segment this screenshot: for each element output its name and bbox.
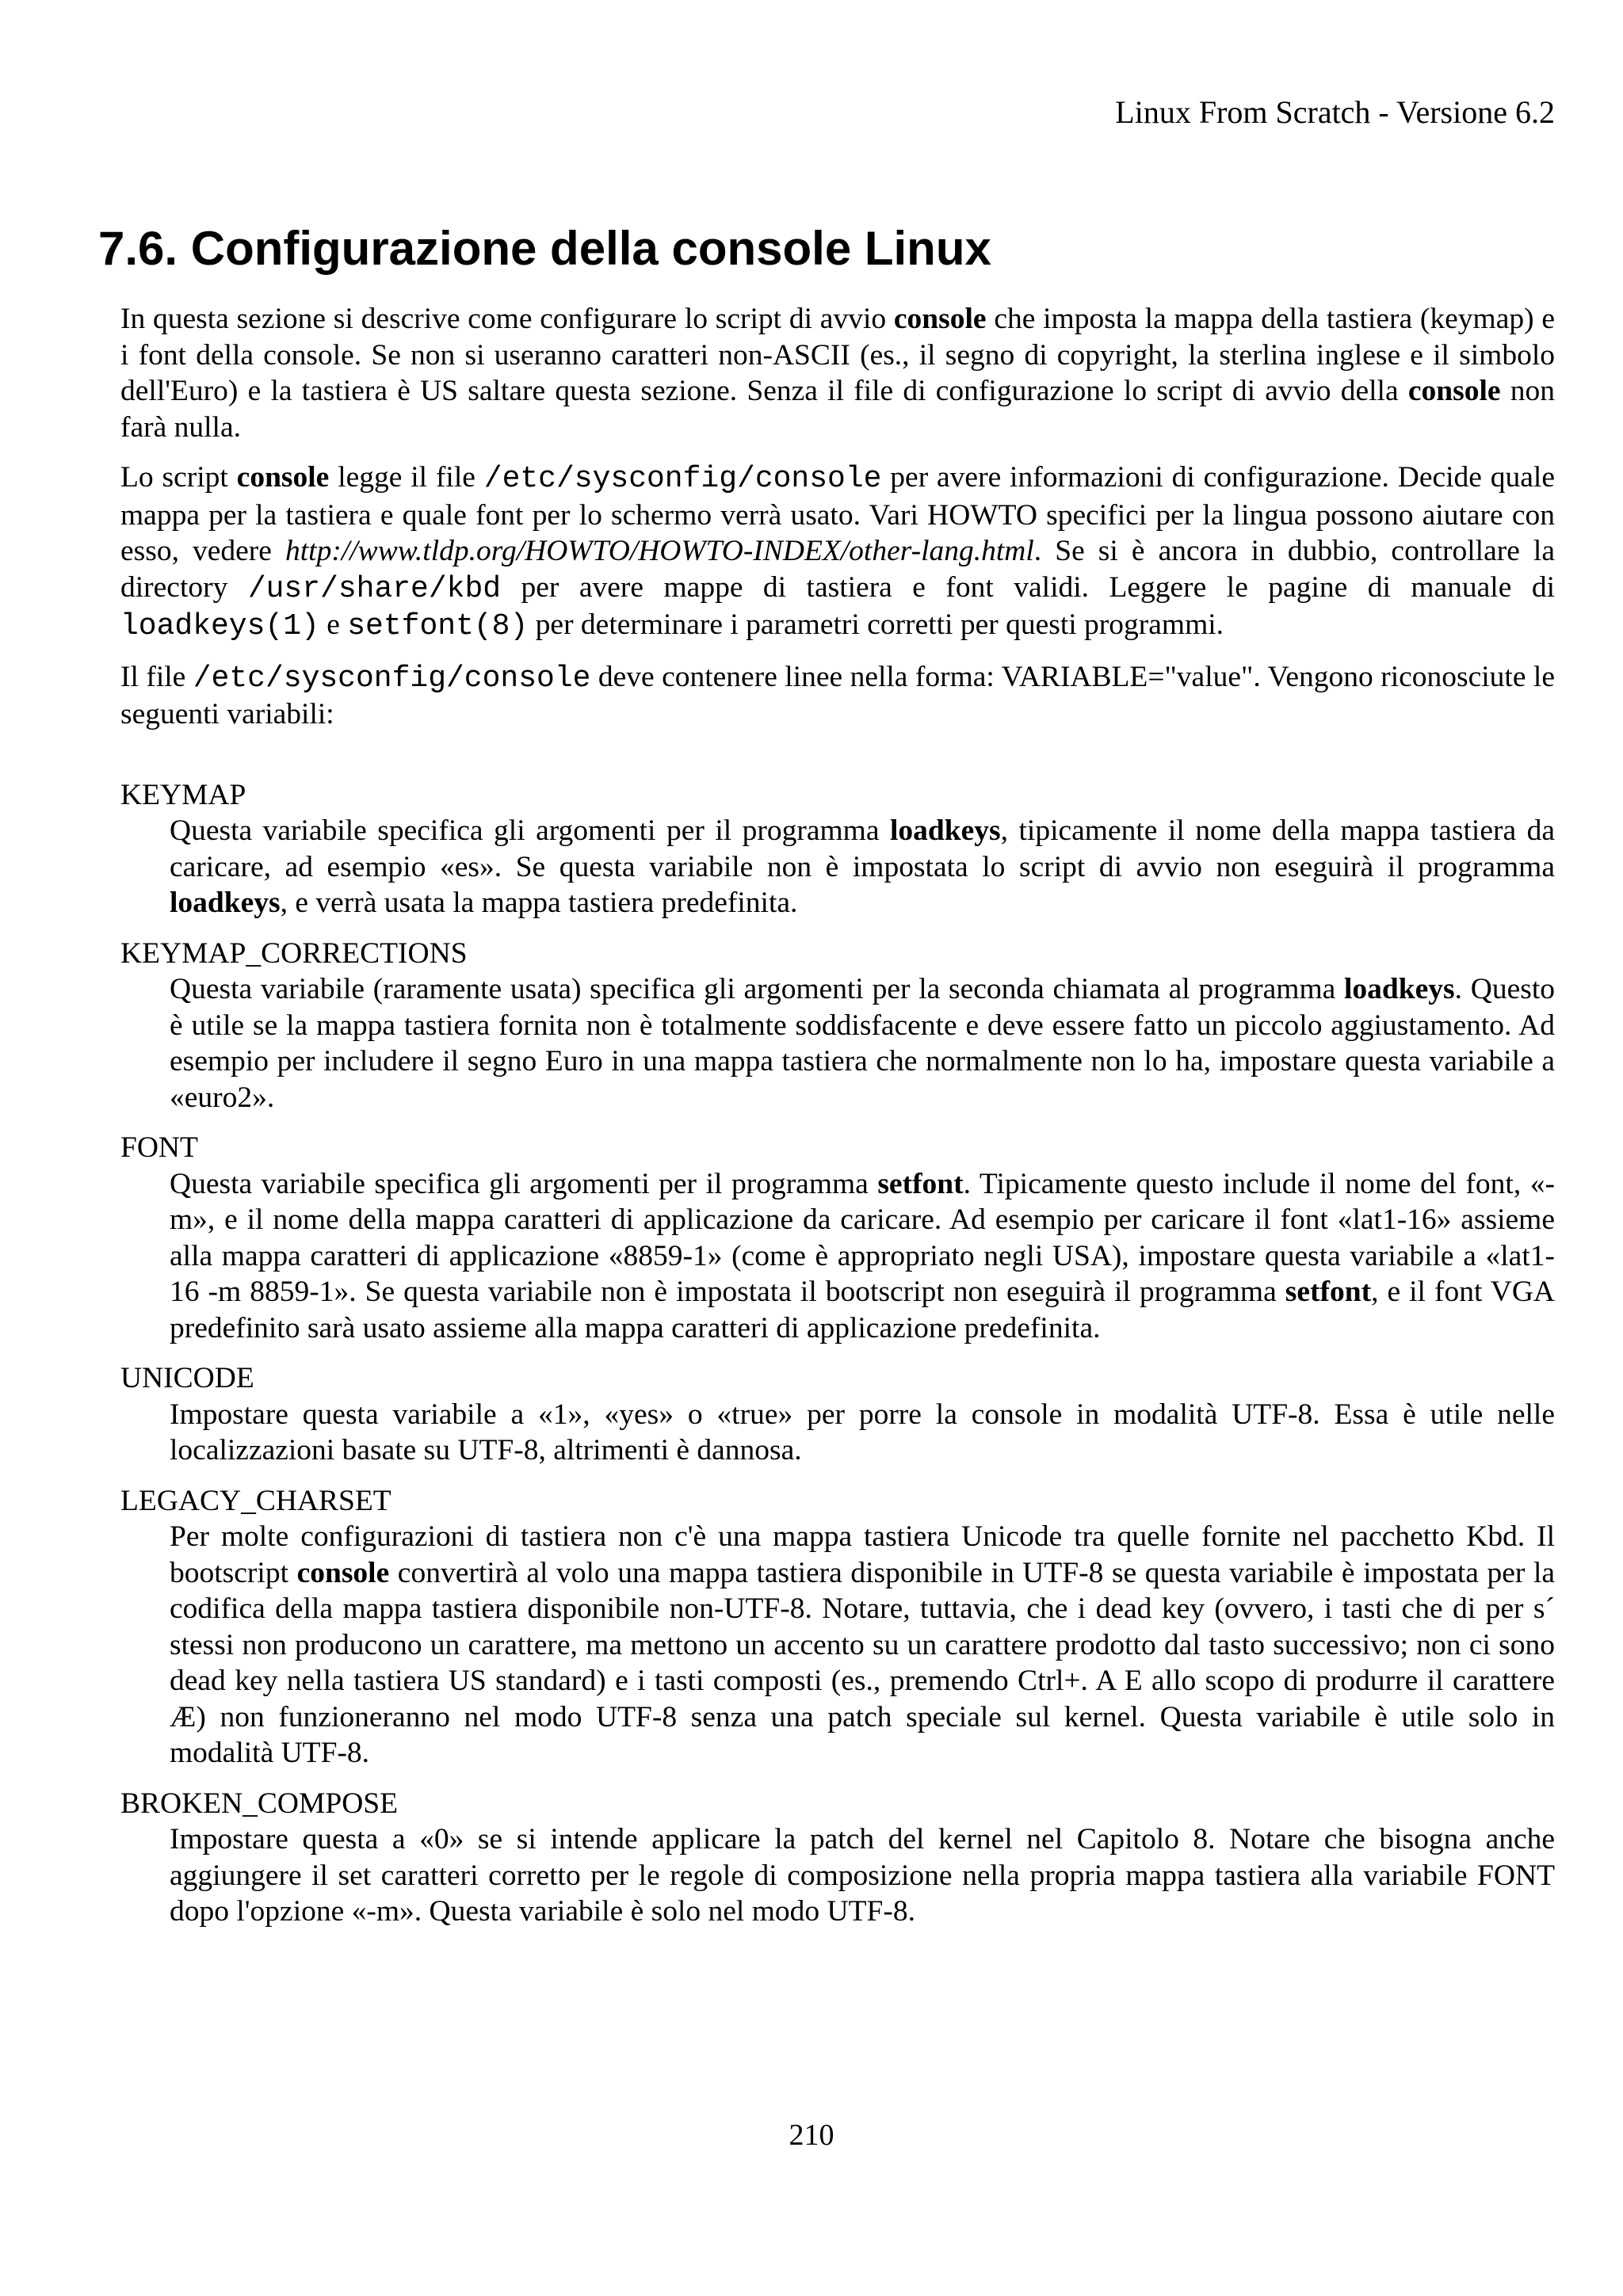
file-path: /etc/sysconfig/console — [193, 661, 591, 696]
command-name: loadkeys — [170, 887, 281, 919]
variable-description: Questa variabile (raramente usata) specifica gli argomenti per la seconda chiamata al programma loadkeys. Questo è utile se la mappa tastiera fornita non è totalmente soddisfacente e deve essere fatto un piccolo aggiustamento. Ad esempio per includere il segno Euro in una mappa tastiera che normalmente non lo ha, impostare questa variabile a «euro2». — [170, 973, 1555, 1114]
command-name: console — [236, 461, 330, 494]
command-name: loadkeys — [1344, 973, 1455, 1005]
variable-term: UNICODE — [120, 1362, 254, 1394]
directory-path: /usr/share/kbd — [247, 571, 502, 606]
variable-description: Impostare questa variabile a «1», «yes» o «true» per porre la console in modalità UTF-8. Essa è utile nelle localizzazioni basate su UTF-8, altrimenti è dannosa. — [170, 1398, 1555, 1466]
manpage-ref: loadkeys(1) — [120, 609, 319, 643]
variable-list — [120, 777, 1555, 1930]
variable-description: Per molte configurazioni di tastiera non c'è una mappa tastiera Unicode tra quelle fornite nel pacchetto Kbd. Il bootscript console convertirà al volo una mappa tastiera disponibile in UTF-8 se questa variabile è impostata per la codifica della mappa tastiera disponibile non-UTF-8. Notare, tuttavia, che i dead key (ovvero, i tasti che di per s´ stessi non producono un carattere, ma mettono un accento su un carattere prodotto dal tasto successivo; non ci sono dead key nella tastiera US standard) e i tasti composti (es., premendo Ctrl+. A E allo scopo di produrre il carattere Æ) non funzioneranno nel modo UTF-8 senza una patch speciale sul kernel. Questa variabile è utile solo in modalità UTF-8. — [170, 1520, 1556, 1769]
variable-description: Impostare questa a «0» se si intende applicare la patch del kernel nel Capitolo 8. Notare che bisogna anche aggiungere il set caratteri corretto per le regole di composizione nella propria mappa tastiera alla variabile FONT dopo l'opzione «-m». Questa variabile è solo nel modo UTF-8. — [170, 1823, 1555, 1928]
page-number: 210 — [789, 2119, 834, 2152]
variable-term: BROKEN_COMPOSE — [120, 1787, 399, 1820]
howto-link[interactable]: http://www.tldp.org/HOWTO/HOWTO-INDEX/other-lang.html — [285, 535, 1034, 567]
config-file-paragraph: Lo script console legge il file /etc/sysconfig/console per avere informazioni di configurazione. Decide quale mappa per la tastiera e quale font per lo schermo verrà usato. Vari HOWTO specifici per la lingua possono aiutare con esso, vedere http://www.tldp.org/HOWTO/HOWTO-INDEX/other-lang.html. Se si è ancora in dubbio, controllare la directory /usr/share/kbd per avere mappe di tastiera e font validi. Leggere le pagine di manuale di loadkeys(1) e setfont(8) per determinare i parametri corretti per questi programmi. — [120, 461, 1555, 643]
variables-intro-paragraph: Il file /etc/sysconfig/console deve contenere linee nella forma: VARIABLE="value". Vengono riconosciute le seguenti variabili: — [120, 660, 1555, 730]
command-name: console — [1407, 375, 1501, 407]
file-path: /etc/sysconfig/console — [483, 462, 882, 496]
command-name: console — [893, 303, 987, 335]
running-header: Linux From Scratch - Versione 6.2 — [1115, 94, 1555, 130]
intro-paragraph: In questa sezione si descrive come configurare lo script di avvio console che imposta la mappa della tastiera (keymap) e i font della console. Se non si useranno caratteri non-ASCII (es., il segno di copyright, la sterlina inglese e il simbolo dell'Euro) e la tastiera è US saltare questa sezione. Senza il file di configurazione lo script di avvio della console non farà nulla. — [120, 303, 1556, 444]
command-name: setfont — [1285, 1276, 1372, 1308]
variable-term: LEGACY_CHARSET — [120, 1484, 391, 1517]
section-body — [120, 301, 1555, 1944]
manpage-ref: setfont(8) — [347, 609, 529, 643]
command-name: console — [296, 1556, 390, 1589]
command-name: setfont — [877, 1167, 964, 1200]
section-title: 7.6. Configurazione della console Linux — [98, 222, 991, 275]
variable-term: KEYMAP — [120, 778, 246, 811]
variable-description: Questa variabile specifica gli argomenti per il programma loadkeys, tipicamente il nome della mappa tastiera da caricare, ad esempio «es». Se questa variabile non è impostata lo script di avvio non eseguirà il programma loadkeys, e verrà usata la mappa tastiera predefinita. — [170, 814, 1555, 919]
variable-term: FONT — [120, 1131, 198, 1164]
variable-term: KEYMAP_CORRECTIONS — [120, 936, 468, 970]
variable-description: Questa variabile specifica gli argomenti per il programma setfont. Tipicamente questo include il nome del font, «-m», e il nome della mappa caratteri di applicazione da caricare. Ad esempio per caricare il font «lat1-16» assieme alla mappa caratteri di applicazione «8859-1» (come è appropriato negli USA), impostare questa variabile a «lat1-16 -m 8859-1». Se questa variabile non è impostata il bootscript non eseguirà il programma setfont, e il font VGA predefinito sarà usato assieme alla mappa caratteri di applicazione predefinita. — [170, 1167, 1555, 1344]
command-name: loadkeys — [890, 814, 1001, 847]
